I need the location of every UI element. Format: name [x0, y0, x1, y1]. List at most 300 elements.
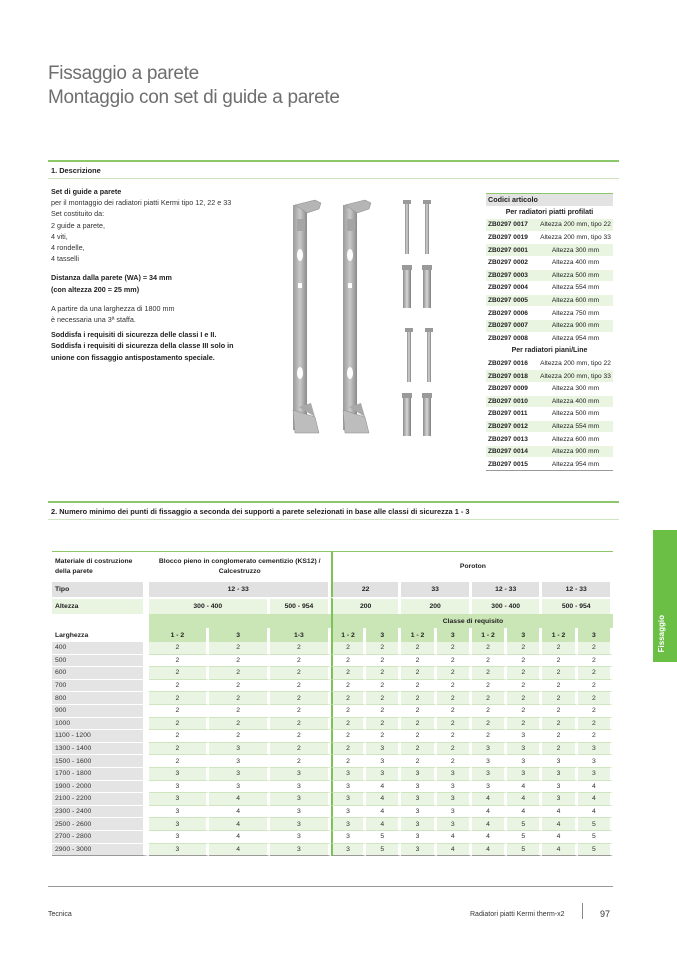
fixing-count: 3 — [542, 755, 577, 768]
tipo-value: 12 - 33 — [472, 582, 543, 597]
set-title: Set di guide a parete — [51, 187, 122, 196]
fixing-count: 2 — [366, 642, 401, 655]
fixing-count: 2 — [149, 743, 210, 756]
altezza-value: 300 - 400 — [149, 597, 270, 614]
fixing-count: 2 — [472, 655, 507, 668]
fixing-count: 4 — [366, 781, 401, 794]
fixing-count: 4 — [578, 806, 613, 819]
fixing-count: 2 — [209, 655, 270, 668]
footer-section: Tecnica — [48, 911, 72, 918]
section-2-heading: 2. Numero minimo dei punti di fissaggio a seconda dei supporti a parete selezionati in base alle classi di sicurezza 1 - 3 — [48, 501, 619, 520]
fixing-count: 2 — [401, 655, 436, 668]
class-column-header: 1 - 2 — [472, 628, 507, 642]
fixing-count: 3 — [331, 781, 366, 794]
fixing-count: 2 — [578, 680, 613, 693]
article-desc: Altezza 900 mm — [538, 445, 613, 458]
fixing-count: 4 — [542, 806, 577, 819]
width-range: 2900 - 3000 — [52, 844, 149, 857]
article-desc: Altezza 750 mm — [538, 307, 613, 320]
article-code: ZB0297 0012 — [486, 420, 538, 433]
fixing-count: 2 — [507, 667, 542, 680]
fixing-count: 2 — [437, 655, 472, 668]
desc-line: 4 rondelle, — [51, 243, 85, 253]
fixing-count: 3 — [401, 768, 436, 781]
fixing-count: 5 — [578, 844, 613, 857]
material-label: Materiale di costruzione della parete — [52, 551, 149, 582]
table-row — [52, 680, 613, 693]
fixing-count: 2 — [507, 642, 542, 655]
article-code: ZB0297 0015 — [486, 458, 538, 471]
tipo-label: Tipo — [52, 582, 149, 597]
article-code: ZB0297 0002 — [486, 256, 538, 269]
fixing-count: 3 — [542, 768, 577, 781]
class-column-header: 1 - 2 — [542, 628, 577, 642]
width-range: 2100 - 2200 — [52, 793, 149, 806]
width-range: 700 — [52, 680, 149, 693]
article-code: ZB0297 0018 — [486, 370, 538, 383]
fixing-count: 2 — [270, 692, 331, 705]
fixing-count: 2 — [401, 705, 436, 718]
fixing-count: 2 — [401, 642, 436, 655]
fixing-count: 2 — [331, 680, 366, 693]
article-desc: Altezza 200 mm, tipo 33 — [538, 370, 613, 383]
fixing-count: 3 — [270, 781, 331, 794]
fixing-count: 2 — [209, 692, 270, 705]
fixing-count: 2 — [270, 667, 331, 680]
fixing-count: 2 — [149, 718, 210, 731]
fixing-count: 2 — [542, 642, 577, 655]
fixing-count: 2 — [542, 655, 577, 668]
width-range: 400 — [52, 642, 149, 655]
article-desc: Altezza 300 mm — [538, 244, 613, 257]
class-column-header: 1-3 — [270, 628, 331, 642]
footer-separator — [582, 903, 583, 919]
article-codes-table — [486, 193, 613, 471]
wall-bracket-set-image — [285, 195, 450, 440]
fixing-count: 2 — [149, 680, 210, 693]
fixing-count: 2 — [507, 680, 542, 693]
fixing-count: 4 — [507, 793, 542, 806]
fixing-count: 2 — [472, 642, 507, 655]
fixing-count: 4 — [437, 831, 472, 844]
table-row — [52, 718, 613, 731]
article-code: ZB0297 0003 — [486, 269, 538, 282]
fixing-count: 2 — [578, 730, 613, 743]
fixing-count: 3 — [472, 781, 507, 794]
fixing-count: 2 — [270, 718, 331, 731]
altezza-value: 500 - 954 — [270, 597, 331, 614]
table-row — [52, 781, 613, 794]
fixing-count: 3 — [542, 793, 577, 806]
fixing-count: 2 — [578, 718, 613, 731]
fixing-count: 3 — [331, 831, 366, 844]
article-code: ZB0297 0008 — [486, 332, 538, 345]
fixing-count: 3 — [578, 755, 613, 768]
fixing-count: 3 — [507, 768, 542, 781]
desc-line: 4 tasselli — [51, 254, 79, 264]
fixing-count: 3 — [149, 831, 210, 844]
fixing-count: 2 — [366, 667, 401, 680]
footer-product: Radiatori piatti Kermi therm-x2 — [470, 911, 565, 918]
fixing-count: 2 — [507, 718, 542, 731]
fixing-count: 3 — [149, 781, 210, 794]
fixing-count: 2 — [542, 718, 577, 731]
fixing-count: 3 — [270, 806, 331, 819]
article-desc: Altezza 300 mm — [538, 382, 613, 395]
fixing-count: 4 — [366, 806, 401, 819]
width-range: 1700 - 1800 — [52, 768, 149, 781]
fixing-count: 2 — [331, 667, 366, 680]
fixing-count: 2 — [366, 705, 401, 718]
fixing-count: 2 — [149, 667, 210, 680]
table-row — [52, 642, 613, 655]
fixing-count: 3 — [437, 781, 472, 794]
fixing-count: 3 — [437, 768, 472, 781]
article-desc: Altezza 400 mm — [538, 256, 613, 269]
fixing-count: 2 — [366, 718, 401, 731]
table-row — [52, 692, 613, 705]
codes-group-piani-line: Per radiatori piani/Line — [486, 345, 613, 358]
requirement-line: Soddisfa i requisiti di sicurezza delle classi I e II. — [51, 330, 217, 340]
fixing-count: 3 — [209, 743, 270, 756]
fixing-count: 3 — [331, 793, 366, 806]
fixing-count: 2 — [331, 718, 366, 731]
table-row — [52, 743, 613, 756]
desc-line: 2 guide a parete, — [51, 220, 105, 230]
width-range: 900 — [52, 705, 149, 718]
fixing-count: 2 — [472, 730, 507, 743]
altezza-label: Altezza — [52, 597, 149, 614]
fixing-count: 3 — [270, 768, 331, 781]
fixing-count: 4 — [472, 793, 507, 806]
fixing-count: 2 — [366, 655, 401, 668]
fixing-count: 3 — [209, 768, 270, 781]
fixing-count: 3 — [331, 818, 366, 831]
description-block — [51, 186, 271, 363]
tipo-value: 12 - 33 — [542, 582, 613, 597]
page-title — [48, 62, 340, 110]
requirement-line: Soddisfa i requisiti di sicurezza della classe III solo in — [51, 341, 234, 351]
fixing-count: 4 — [209, 793, 270, 806]
fixing-count: 2 — [366, 680, 401, 693]
article-code: ZB0297 0001 — [486, 244, 538, 257]
altezza-value: 500 - 954 — [542, 597, 613, 614]
fixing-count: 2 — [209, 730, 270, 743]
width-range: 2700 - 2800 — [52, 831, 149, 844]
fixing-points-table — [52, 551, 613, 856]
fixing-count: 2 — [149, 755, 210, 768]
fixing-count: 3 — [401, 831, 436, 844]
classe-label: Classe di requisito — [331, 614, 613, 628]
article-code: ZB0297 0010 — [486, 395, 538, 408]
fixing-count: 2 — [331, 743, 366, 756]
desc-line: Set costituito da: — [51, 209, 105, 219]
table-row — [52, 844, 613, 857]
fixing-count: 2 — [437, 705, 472, 718]
fixing-count: 2 — [437, 680, 472, 693]
fixing-count: 4 — [542, 818, 577, 831]
fixing-count: 3 — [270, 844, 331, 857]
fixing-count: 3 — [149, 806, 210, 819]
fixing-count: 2 — [331, 705, 366, 718]
fixing-count: 3 — [401, 793, 436, 806]
material-ks12: Blocco pieno in conglomerato cementizio (KS12) / Calcestruzzo — [149, 551, 331, 582]
fixing-count: 2 — [366, 730, 401, 743]
article-desc: Altezza 500 mm — [538, 269, 613, 282]
fixing-count: 2 — [437, 743, 472, 756]
fixing-count: 2 — [149, 692, 210, 705]
fixing-count: 4 — [507, 781, 542, 794]
fixing-count: 4 — [472, 818, 507, 831]
codes-heading: Codici articolo — [486, 194, 613, 207]
fixing-count: 2 — [331, 692, 366, 705]
width-range: 1900 - 2000 — [52, 781, 149, 794]
fixing-count: 3 — [149, 818, 210, 831]
article-code: ZB0297 0016 — [486, 357, 538, 370]
tipo-value: 33 — [401, 582, 472, 597]
article-desc: Altezza 400 mm — [538, 395, 613, 408]
fixing-count: 2 — [542, 730, 577, 743]
fixing-count: 3 — [209, 781, 270, 794]
fixing-count: 2 — [149, 655, 210, 668]
fixing-count: 2 — [507, 705, 542, 718]
class-column-header: 1 - 2 — [401, 628, 436, 642]
fixing-count: 2 — [507, 692, 542, 705]
fixing-count: 2 — [270, 743, 331, 756]
article-code: ZB0297 0019 — [486, 231, 538, 244]
fixing-count: 3 — [507, 730, 542, 743]
fixing-count: 2 — [578, 692, 613, 705]
fixing-count: 3 — [437, 793, 472, 806]
altezza-value: 300 - 400 — [472, 597, 543, 614]
fixing-count: 3 — [578, 743, 613, 756]
article-code: ZB0297 0007 — [486, 319, 538, 332]
title-line-1: Fissaggio a parete — [48, 63, 199, 84]
altezza-value: 200 — [401, 597, 472, 614]
fixing-count: 4 — [366, 793, 401, 806]
width-range: 800 — [52, 692, 149, 705]
fixing-count: 2 — [401, 692, 436, 705]
table-row — [52, 806, 613, 819]
table-row — [52, 831, 613, 844]
fixing-count: 3 — [472, 768, 507, 781]
article-desc: Altezza 500 mm — [538, 408, 613, 421]
width-range: 2500 - 2600 — [52, 818, 149, 831]
class-column-header: 3 — [209, 628, 270, 642]
width-range: 1500 - 1600 — [52, 755, 149, 768]
fixing-count: 2 — [401, 755, 436, 768]
fixing-count: 2 — [472, 680, 507, 693]
class-column-header: 3 — [437, 628, 472, 642]
fixing-count: 5 — [507, 844, 542, 857]
article-desc: Altezza 554 mm — [538, 282, 613, 295]
article-desc: Altezza 200 mm, tipo 33 — [538, 231, 613, 244]
fixing-count: 3 — [270, 831, 331, 844]
fixing-count: 3 — [149, 768, 210, 781]
fixing-count: 3 — [437, 806, 472, 819]
fixing-count: 2 — [209, 642, 270, 655]
fixing-count: 2 — [507, 655, 542, 668]
fixing-count: 2 — [270, 730, 331, 743]
fixing-count: 3 — [401, 844, 436, 857]
tipo-value: 12 - 33 — [149, 582, 331, 597]
fixing-count: 4 — [209, 806, 270, 819]
material-poroton: Poroton — [331, 551, 613, 582]
tipo-value: 22 — [331, 582, 402, 597]
fixing-count: 3 — [401, 818, 436, 831]
fixing-count: 2 — [366, 692, 401, 705]
fixing-count: 5 — [507, 831, 542, 844]
desc-line: per il montaggio dei radiatori piatti Kermi tipo 12, 22 e 33 — [51, 198, 232, 208]
fixing-count: 3 — [209, 755, 270, 768]
fixing-count: 4 — [542, 831, 577, 844]
article-code: ZB0297 0009 — [486, 382, 538, 395]
requirement-line: unione con fissaggio antispostamento speciale. — [51, 352, 215, 362]
fixing-count: 2 — [578, 667, 613, 680]
fixing-count: 2 — [270, 642, 331, 655]
distance-line: (con altezza 200 = 25 mm) — [51, 284, 140, 294]
fixing-count: 2 — [331, 642, 366, 655]
table-row — [52, 818, 613, 831]
table-row — [52, 768, 613, 781]
fixing-count: 2 — [149, 642, 210, 655]
fixing-count: 2 — [331, 655, 366, 668]
fixing-count: 2 — [401, 680, 436, 693]
class-column-header: 3 — [578, 628, 613, 642]
fixing-count: 4 — [472, 806, 507, 819]
fixing-count: 4 — [472, 831, 507, 844]
fixing-count: 2 — [542, 692, 577, 705]
class-column-header: 1 - 2 — [149, 628, 210, 642]
note-line: A partire da una larghezza di 1800 mm — [51, 303, 175, 313]
footer-divider — [48, 886, 613, 887]
fixing-count: 4 — [209, 844, 270, 857]
fixing-count: 2 — [578, 705, 613, 718]
page-number: 97 — [600, 909, 611, 919]
fixing-count: 3 — [472, 755, 507, 768]
table-row — [52, 730, 613, 743]
fixing-count: 2 — [472, 667, 507, 680]
article-desc: Altezza 600 mm — [538, 433, 613, 446]
fixing-count: 4 — [366, 818, 401, 831]
fixing-count: 2 — [437, 692, 472, 705]
fixing-count: 2 — [270, 705, 331, 718]
fixing-count: 2 — [401, 730, 436, 743]
width-range: 1000 — [52, 718, 149, 731]
article-desc: Altezza 600 mm — [538, 294, 613, 307]
fixing-count: 4 — [507, 806, 542, 819]
table-row — [52, 655, 613, 668]
bracket-illustration-icon — [285, 195, 450, 440]
fixing-count: 2 — [472, 718, 507, 731]
fixing-count: 2 — [270, 680, 331, 693]
fixing-count: 2 — [401, 667, 436, 680]
class-column-header: 3 — [366, 628, 401, 642]
fixing-count: 3 — [331, 806, 366, 819]
width-range: 500 — [52, 655, 149, 668]
width-range: 1100 - 1200 — [52, 730, 149, 743]
fixing-count: 3 — [578, 768, 613, 781]
article-code: ZB0297 0013 — [486, 433, 538, 446]
article-code: ZB0297 0006 — [486, 307, 538, 320]
fixing-count: 2 — [270, 655, 331, 668]
fixing-count: 2 — [209, 718, 270, 731]
fixing-count: 2 — [209, 705, 270, 718]
fixing-count: 3 — [331, 844, 366, 857]
fixing-count: 2 — [437, 642, 472, 655]
fixing-count: 2 — [149, 705, 210, 718]
fixing-count: 4 — [578, 793, 613, 806]
fixing-count: 5 — [507, 818, 542, 831]
fixing-count: 2 — [578, 642, 613, 655]
article-desc: Altezza 954 mm — [538, 458, 613, 471]
table-row — [52, 705, 613, 718]
fixing-count: 3 — [401, 781, 436, 794]
fixing-count: 2 — [209, 667, 270, 680]
fixing-count: 3 — [542, 781, 577, 794]
fixing-count: 2 — [401, 718, 436, 731]
fixing-count: 2 — [472, 692, 507, 705]
article-desc: Altezza 554 mm — [538, 420, 613, 433]
fixing-count: 3 — [472, 743, 507, 756]
distance-line: Distanza dalla parete (WA) = 34 mm — [51, 273, 172, 283]
fixing-count: 2 — [270, 755, 331, 768]
fixing-count: 3 — [366, 755, 401, 768]
larghezza-label: Larghezza — [52, 628, 149, 642]
fixing-count: 5 — [366, 831, 401, 844]
fixing-count: 2 — [149, 730, 210, 743]
fixing-count: 2 — [578, 655, 613, 668]
fixing-count: 2 — [542, 680, 577, 693]
fixing-count: 2 — [437, 730, 472, 743]
fixing-count: 4 — [209, 818, 270, 831]
width-range: 1300 - 1400 — [52, 743, 149, 756]
fixing-count: 2 — [331, 755, 366, 768]
fixing-count: 2 — [437, 718, 472, 731]
fixing-count: 3 — [507, 755, 542, 768]
fixing-count: 3 — [331, 768, 366, 781]
note-line: è necessaria una 3ª staffa. — [51, 315, 136, 325]
article-desc: Altezza 900 mm — [538, 319, 613, 332]
fixing-count: 2 — [209, 680, 270, 693]
fixing-count: 2 — [542, 667, 577, 680]
fixing-count: 2 — [437, 755, 472, 768]
fixing-count: 2 — [472, 705, 507, 718]
fixing-count: 2 — [401, 743, 436, 756]
article-desc: Altezza 954 mm — [538, 332, 613, 345]
table-row — [52, 755, 613, 768]
article-code: ZB0297 0011 — [486, 408, 538, 421]
article-code: ZB0297 0014 — [486, 445, 538, 458]
class-column-header: 1 - 2 — [331, 628, 366, 642]
codes-group-profilati: Per radiatori piatti profilati — [486, 206, 613, 219]
fixing-count: 2 — [331, 730, 366, 743]
table-row — [52, 793, 613, 806]
article-desc: Altezza 200 mm, tipo 22 — [538, 357, 613, 370]
article-code: ZB0297 0017 — [486, 219, 538, 232]
fixing-count: 3 — [366, 743, 401, 756]
fixing-count: 2 — [437, 667, 472, 680]
fixing-count: 4 — [437, 844, 472, 857]
fixing-count: 4 — [472, 844, 507, 857]
fixing-count: 3 — [149, 844, 210, 857]
width-range: 600 — [52, 667, 149, 680]
fixing-count: 3 — [437, 818, 472, 831]
fixing-count: 3 — [270, 793, 331, 806]
fixing-count: 5 — [366, 844, 401, 857]
fixing-count: 5 — [578, 818, 613, 831]
fixing-count: 4 — [542, 844, 577, 857]
